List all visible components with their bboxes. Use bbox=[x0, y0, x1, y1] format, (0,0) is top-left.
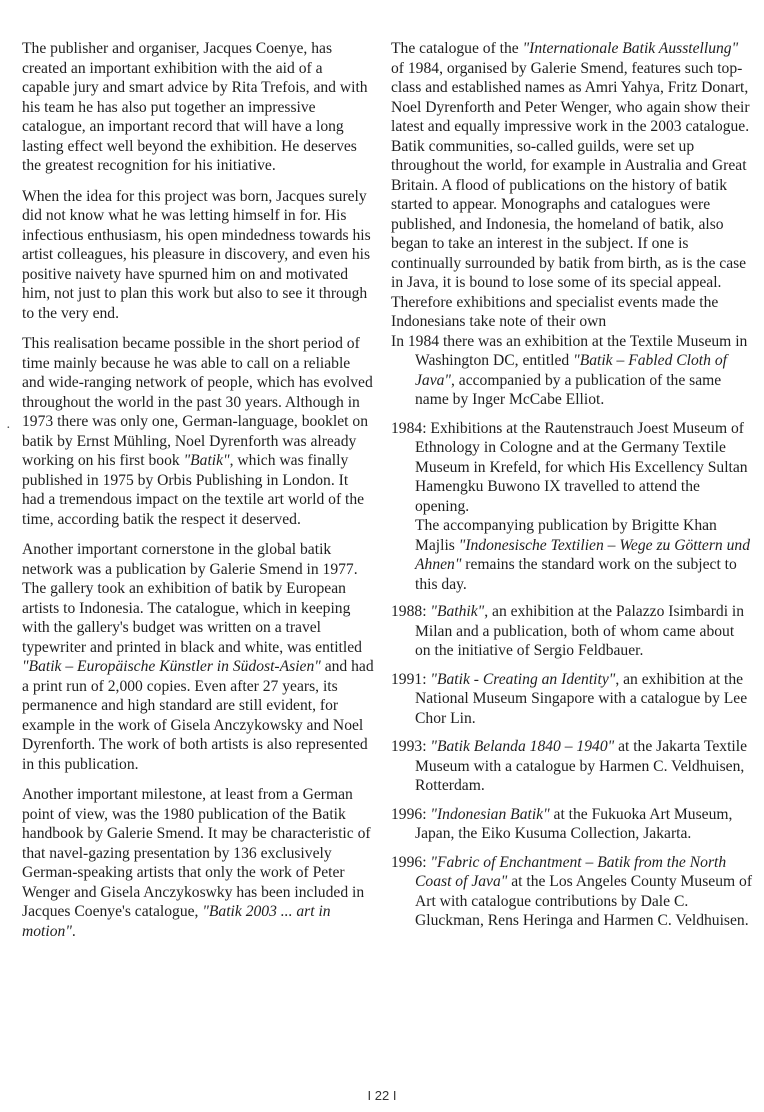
list-item: 1996: "Fabric of Enchantment – Batik from the North Coast of Java" at the Los Angeles County Museum of Art with catalogue contributions by Dale C. Gluckman, Rens Heringa and Harmen C. Veldhuisen. bbox=[391, 853, 753, 929]
paragraph-idea: When the idea for this project was born, Jacques surely did not know what he was letting himself in for. His infectious enthusiasm, his open mindedness towards his artist colleagues, his pleasure in discovery, and even his positive naivety have spurned him on and motivated him, not just to plan this work but also to see it through to the very end. bbox=[22, 187, 371, 322]
paragraph-network: This realisation became possible in the short period of time mainly because he was able to call on a reliable and wide-ranging network of people, which has evolved throughout the world in the past 30 years. Although in 1973 there was only one, German-language, booklet on batik by Ernst Mühling, Noel Dyrenforth was already working on his first book "Batik", which was finally published in 1975 by Orbis Publishing in London. It had a tremendous impact on the textile art world of the time, according batik the respect it deserved. bbox=[22, 335, 373, 528]
exhibition-title: "Batik – Fabled Cloth of Java" bbox=[415, 352, 727, 389]
list-item: In 1984 there was an exhibition at the Textile Museum in Washington DC, entitled "Batik – Fabled Cloth of Java", accompanied by a publication of the same name by Inger McCabe Elliot. bbox=[391, 332, 748, 408]
list-item: 1991: "Batik - Creating an Identity", an exhibition at the National Museum Singapore with a catalogue by Lee Chor Lin. bbox=[391, 670, 748, 727]
paragraph-publisher: The publisher and organiser, Jacques Coenye, has created an important exhibition with the aid of a capable jury and smart advice by Rita Trefois, and with his team he has also put together an impressive catalogue, an important record that will have a long lasting effect well beyond the exhibition. He deserves the greatest recognition for his initiative. bbox=[22, 40, 368, 174]
exhibition-title: "Batik Belanda 1840 – 1940" bbox=[430, 738, 615, 755]
list-item-note: The accompanying publication by Brigitte Khan Majlis "Indonesische Textilien – Wege zu Göttern und Ahnen" remains the standard work on the subject to this day. bbox=[415, 517, 751, 593]
margin-dot: · bbox=[6, 421, 11, 436]
publication-title: "Indonesische Textilien – Wege zu Göttern und Ahnen" bbox=[415, 536, 751, 573]
catalogue-title: "Internationale Batik Ausstellung" bbox=[522, 40, 739, 57]
catalogue-title: "Batik 2003 ... art in motion" bbox=[22, 903, 331, 940]
paragraph-exhibitions: Therefore exhibitions and specialist events made the Indonesians take note of their own bbox=[391, 293, 719, 330]
catalogue-title: "Batik – Europäische Künstler in Südost-Asien" bbox=[22, 658, 321, 675]
list-item: 1996: "Indonesian Batik" at the Fukuoka Art Museum, Japan, the Eiko Kusuma Collection, Jakarta. bbox=[391, 805, 733, 842]
left-column bbox=[22, 39, 374, 952]
exhibition-title: "Bathik" bbox=[430, 603, 485, 620]
book-title: "Batik" bbox=[183, 452, 230, 469]
paragraph-cornerstone: Another important cornerstone in the global batik network was a publication by Galerie Smend in 1977. The gallery took an exhibition of batik by European artists to Indonesia. The catalogue, which in keeping with the gallery's budget was written on a travel typewriter and printed in black and white, was entitled "Batik – Europäische Künstler in Südost-Asien" and had a print run of 2,000 copies. Even after 27 years, its permanence and high standard are still evident, for example in the work of Gisela Anczykowsky and Noel Dyrenforth. The work of both artists is also represented in this publication. bbox=[22, 541, 374, 773]
list-item: 1988: "Bathik", an exhibition at the Palazzo Isimbardi in Milan and a publication, both of whom came about on the initiative of Sergio Feldbauer. bbox=[391, 603, 745, 659]
exhibition-title: "Indonesian Batik" bbox=[430, 805, 550, 823]
paragraph-catalogue-1984: The catalogue of the "Internationale Batik Ausstellung" of 1984, organised by Galerie Smend, features such top-class and established names as Amri Yahya, Fritz Donart, Noel Dyrenforth and Peter Wenger, who again show their latest and equally impressive work in the 2003 catalogue. bbox=[391, 40, 750, 135]
right-column bbox=[391, 39, 753, 940]
exhibition-title: "Batik - Creating an Identity" bbox=[430, 670, 616, 688]
paragraph-communities: Batik communities, so-called guilds, were set up throughout the world, for example in Australia and Great Britain. A flood of publications on the history of batik started to appear. Monographs and catalogues were published, and Indonesia, the homeland of batik, also began to take an interest in the subject. If one is continually surrounded by batik from birth, as is the case in Java, it is bound to lose some of its special appeal. bbox=[391, 137, 747, 291]
list-item: 1993: "Batik Belanda 1840 – 1940" at the Jakarta Textile Museum with a catalogue by Harmen C. Veldhuisen, Rotterdam. bbox=[391, 738, 748, 794]
page-number: I 22 I bbox=[367, 1088, 397, 1103]
paragraph-milestone: Another important milestone, at least from a German point of view, was the 1980 publication of the Batik handbook by Galerie Smend. It may be characteristic of that navel-gazing presentation by 136 exclusively German-speaking artists that only the work of Peter Wenger and Gisela Anczykoswky has been included in Jacques Coenye's catalogue, "Batik 2003 ... art in motion". bbox=[22, 786, 371, 940]
exhibition-title: "Fabric of Enchantment – Batik from the North Coast of Java" bbox=[415, 853, 727, 890]
list-item: 1984: Exhibitions at the Rautenstrauch Joest Museum of Ethnology in Cologne and at the Germany Textile Museum in Krefeld, for which His Excellency Sultan Hamengku Buwono IX travelled to attend the opening. bbox=[391, 419, 748, 515]
